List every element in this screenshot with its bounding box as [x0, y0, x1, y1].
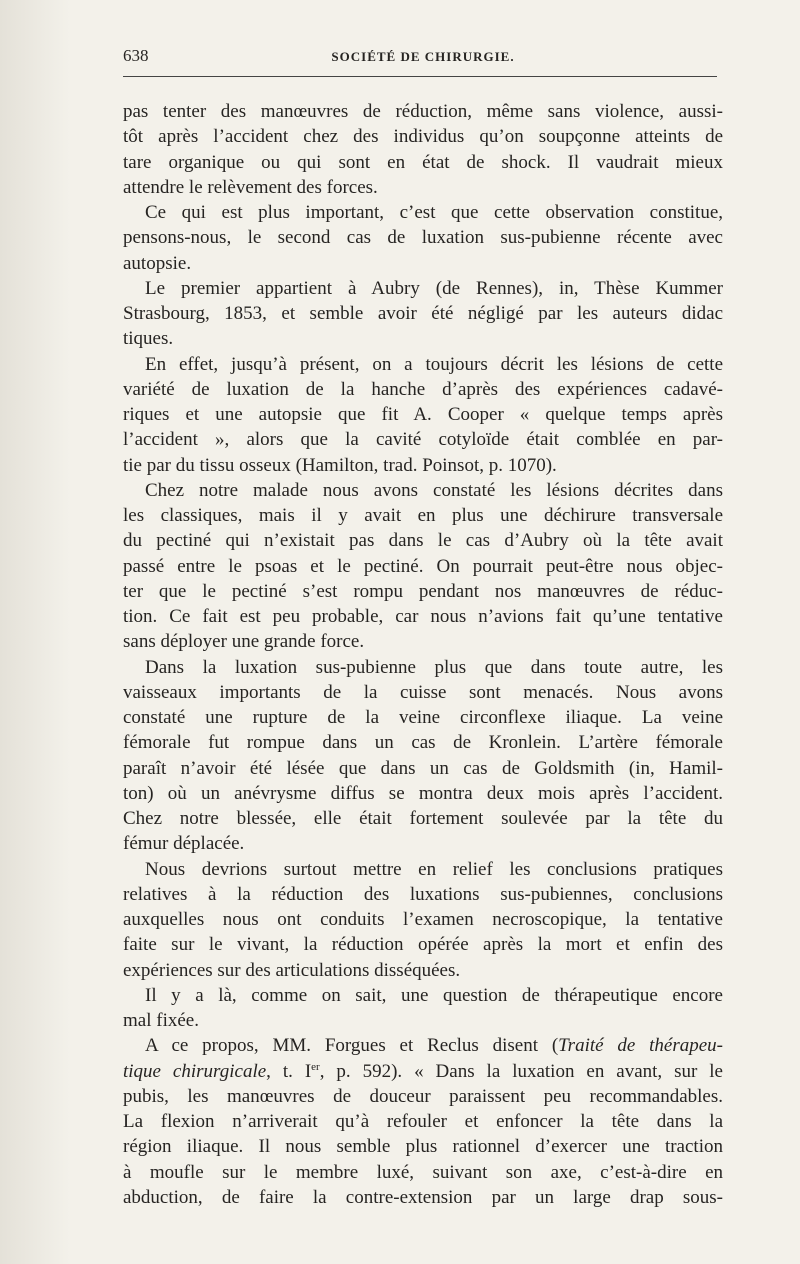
- running-head: [123, 46, 723, 70]
- header-rule: [123, 76, 717, 77]
- paragraph: [123, 1033, 723, 1210]
- text-line: Strasbourg, 1853, et semble avoir été négligé par les auteurs didac: [123, 303, 723, 324]
- text-line: Ce qui est plus important, c’est que cette observation constitue,: [145, 202, 723, 223]
- text-line: les classiques, mais il y avait en plus une déchirure transversale: [123, 505, 723, 526]
- text-line: constaté une rupture de la veine circonflexe iliaque. La veine: [123, 707, 723, 728]
- text-line: tiques.: [123, 328, 174, 350]
- text-line: région iliaque. Il nous semble plus rationnel d’exercer une traction: [123, 1136, 723, 1158]
- text-line: variété de luxation de la hanche d’après des expériences cadavé-: [123, 378, 723, 400]
- text-line: auxquelles nous ont conduits l’examen necroscopique, la tentative: [123, 909, 723, 930]
- paragraph: [123, 276, 723, 352]
- text-line: expériences sur des articulations disséquées.: [123, 959, 461, 981]
- text-line: fémorale fut rompue dans un cas de Kronlein. L’artère fémorale: [123, 732, 723, 754]
- text-line: tare organique ou qui sont en état de shock. Il vaudrait mieux: [123, 151, 723, 173]
- italic-title: Traité de thérapeu-: [558, 1035, 724, 1057]
- text-line: ton) où un anévrysme diffus se montra deux mois après l’accident.: [123, 782, 723, 804]
- text-line: tie par du tissu osseux (Hamilton, trad. Poinsot, p. 1070).: [123, 454, 557, 476]
- text-line: attendre le relèvement des forces.: [123, 176, 378, 198]
- italic-title: tique chirurgicale: [123, 1060, 267, 1082]
- text-line: relatives à la réduction des luxations sus-pubiennes, conclusions: [123, 883, 723, 905]
- superscript: er: [311, 1060, 320, 1073]
- paragraph: [123, 983, 723, 1034]
- text-line: à moufle sur le membre luxé, suivant son axe, c’est-à-dire en: [123, 1161, 723, 1183]
- text-line: mal fixée.: [123, 1010, 199, 1031]
- running-title: SOCIÉTÉ DE CHIRURGIE.: [331, 49, 515, 64]
- body-text: [123, 99, 723, 1210]
- text-line: Chez notre blessée, elle était fortement soulevée par la tête du: [123, 808, 723, 829]
- page-number: 638: [123, 46, 149, 65]
- text-line: Nous devrions surtout mettre en relief les conclusions pratiques: [145, 858, 723, 880]
- text-line: tôt après l’accident chez des individus qu’on soupçonne atteints de: [123, 126, 723, 148]
- text-line: pas tenter des manœuvres de réduction, même sans violence, aussi-: [123, 101, 723, 122]
- text-line: ter que le pectiné s’est rompu pendant nos manœuvres de réduc-: [123, 580, 723, 602]
- text-line: sans déployer une grande force.: [123, 631, 365, 653]
- page-edge-shadow: [0, 0, 70, 1264]
- text-line: passé entre le psoas et le pectiné. On pourrait peut-être nous objec-: [123, 555, 723, 577]
- text-line: riques et une autopsie que fit A. Cooper « quelque temps après: [123, 404, 723, 425]
- text-line: paraît n’avoir été lésée que dans un cas de Goldsmith (in, Hamil-: [123, 757, 723, 779]
- text-line: pubis, les manœuvres de douceur paraissent peu recommandables.: [123, 1085, 723, 1107]
- paragraph: [123, 200, 723, 276]
- text-line: En effet, jusqu’à présent, on a toujours décrit les lésions de cette: [145, 353, 723, 375]
- text-line: [123, 1059, 723, 1084]
- text-line: Il y a là, comme on sait, une question de thérapeutique encore: [145, 984, 723, 1006]
- text-line: faite sur le vivant, la réduction opérée après la mort et enfin des: [123, 934, 723, 956]
- text-line: autopsie.: [123, 252, 192, 274]
- paragraph: [123, 655, 723, 857]
- text-line: vaisseaux importants de la cuisse sont menacés. Nous avons: [123, 681, 723, 703]
- text-line: Dans la luxation sus-pubienne plus que dans toute autre, les: [145, 656, 723, 678]
- text-line: du pectiné qui n’existait pas dans le cas d’Aubry où la tête avait: [123, 530, 723, 552]
- text-line: [123, 1033, 723, 1058]
- text-line: La flexion n’arriverait qu’à refouler et enfoncer la tête dans la: [123, 1111, 723, 1132]
- text-line: pensons-nous, le second cas de luxation sus-pubienne récente avec: [123, 227, 723, 249]
- text-line: Chez notre malade nous avons constaté les lésions décrites dans: [145, 479, 723, 501]
- paragraph: [123, 478, 723, 655]
- text-line: l’accident », alors que la cavité cotyloïde était comblée en par-: [123, 429, 723, 451]
- text-segment: , t. I: [266, 1060, 312, 1082]
- text-line: fémur déplacée.: [123, 833, 245, 855]
- text-segment: , p. 592). « Dans la luxation en avant, sur le: [319, 1060, 723, 1082]
- paragraph: [123, 857, 723, 983]
- text-line: Le premier appartient à Aubry (de Rennes), in, Thèse Kummer: [145, 277, 723, 299]
- text-segment: A ce propos, MM. Forgues et Reclus disent (: [145, 1035, 559, 1057]
- paragraph: [123, 99, 723, 200]
- text-line: tion. Ce fait est peu probable, car nous n’avions fait qu’une tentative: [123, 606, 723, 627]
- paragraph: [123, 352, 723, 478]
- text-line: abduction, de faire la contre-extension par un large drap sous-: [123, 1186, 723, 1208]
